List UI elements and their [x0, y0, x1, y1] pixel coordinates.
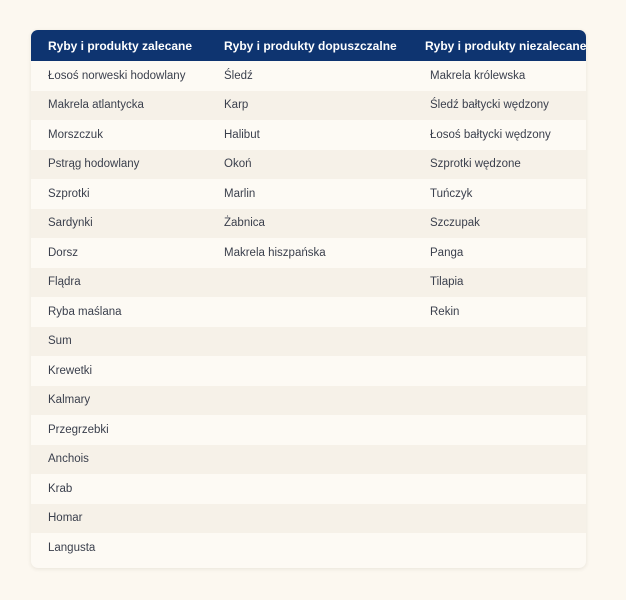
cell-not-recommended: Makrela królewska: [430, 69, 526, 82]
cell-recommended: Langusta: [48, 541, 96, 554]
cell-acceptable: Okoń: [224, 158, 252, 171]
table-row: [31, 120, 586, 150]
table-row: [31, 445, 586, 475]
cell-recommended: Przegrzebki: [48, 423, 109, 436]
cell-recommended: Łosoś norweski hodowlany: [48, 69, 186, 82]
table-row: [31, 297, 586, 327]
header-recommended: Ryby i produkty zalecane: [48, 38, 193, 53]
cell-recommended: Makrela atlantycka: [48, 99, 144, 112]
table-body: [31, 61, 586, 563]
header-not-recommended: Ryby i produkty niezalecane: [425, 38, 586, 53]
table-row: [31, 504, 586, 534]
cell-recommended: Flądra: [48, 276, 81, 289]
cell-recommended: Homar: [48, 512, 83, 525]
cell-recommended: Dorsz: [48, 246, 79, 259]
table-row: [31, 179, 586, 209]
fish-table: [31, 30, 586, 568]
cell-acceptable: Karp: [224, 99, 249, 112]
header-acceptable: Ryby i produkty dopuszczalne: [224, 38, 397, 53]
cell-not-recommended: Łosoś bałtycki wędzony: [430, 128, 551, 141]
table-row: [31, 150, 586, 180]
cell-not-recommended: Szczupak: [430, 217, 480, 230]
cell-not-recommended: Śledź bałtycki wędzony: [430, 99, 549, 112]
cell-acceptable: Makrela hiszpańska: [224, 246, 326, 259]
table-row: [31, 61, 586, 91]
table-row: [31, 533, 586, 563]
cell-recommended: Ryba maślana: [48, 305, 122, 318]
cell-acceptable: Marlin: [224, 187, 256, 200]
cell-recommended: Krab: [48, 482, 73, 495]
table-row: [31, 415, 586, 445]
cell-not-recommended: Panga: [430, 246, 464, 259]
cell-acceptable: Żabnica: [224, 217, 265, 230]
cell-not-recommended: Szprotki wędzone: [430, 158, 521, 171]
cell-recommended: Sardynki: [48, 217, 93, 230]
table-row: [31, 268, 586, 298]
cell-recommended: Kalmary: [48, 394, 91, 407]
cell-recommended: Pstrąg hodowlany: [48, 158, 140, 171]
table-row: [31, 91, 586, 121]
table-header: [31, 30, 586, 61]
cell-recommended: Sum: [48, 335, 72, 348]
cell-recommended: Szprotki: [48, 187, 90, 200]
cell-acceptable: Halibut: [224, 128, 260, 141]
table-row: [31, 474, 586, 504]
cell-not-recommended: Tilapia: [430, 276, 464, 289]
table-row: [31, 356, 586, 386]
cell-acceptable: Śledź: [224, 69, 253, 82]
table-row: [31, 386, 586, 416]
cell-recommended: Morszczuk: [48, 128, 103, 141]
cell-recommended: Krewetki: [48, 364, 93, 377]
cell-recommended: Anchois: [48, 453, 89, 466]
table-row: [31, 327, 586, 357]
table-row: [31, 209, 586, 239]
table-row: [31, 238, 586, 268]
cell-not-recommended: Rekin: [430, 305, 460, 318]
cell-not-recommended: Tuńczyk: [430, 187, 473, 200]
